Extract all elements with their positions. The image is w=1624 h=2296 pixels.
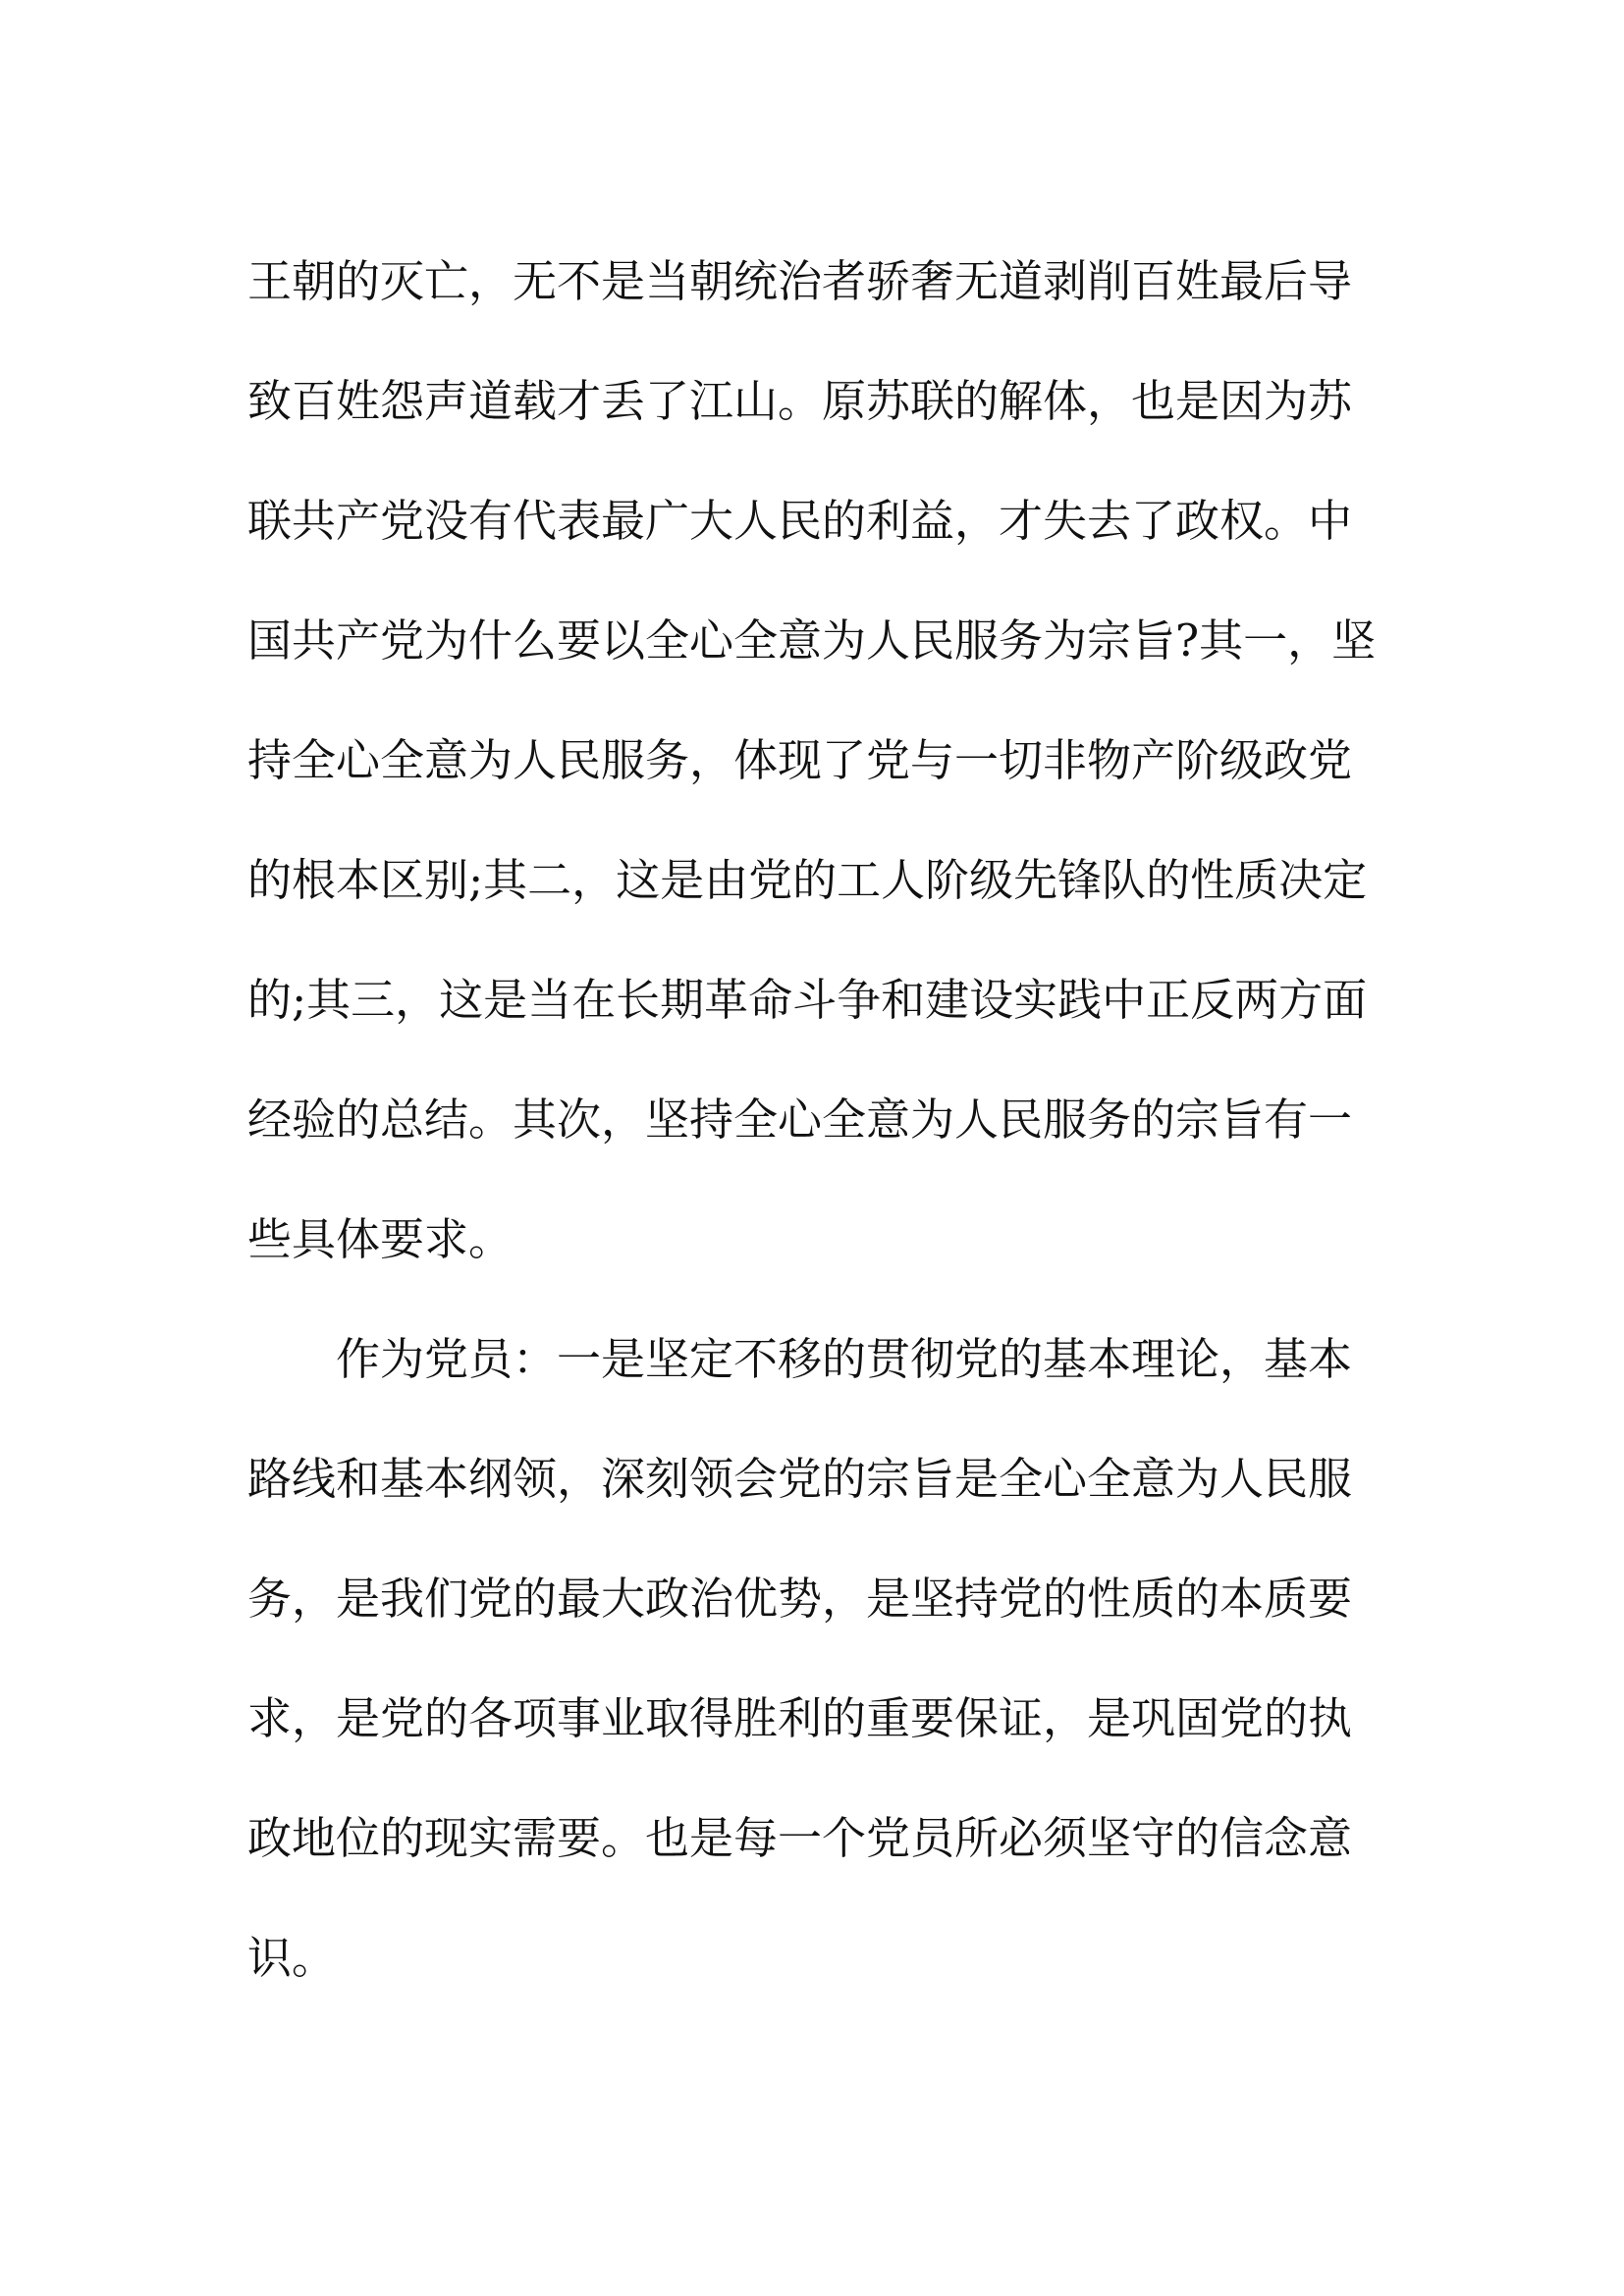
body-text [247, 222, 1377, 2018]
text-line-14: 政地位的现实需要。也是每一个党员所必须坚守的信念意 [247, 1812, 1353, 1864]
text-line-1: 王朝的灭亡，无不是当朝统治者骄奢无道剥削百姓最后导 [247, 255, 1353, 307]
text-line-10: 作为党员：一是坚定不移的贯彻党的基本理论，基本 [336, 1333, 1353, 1385]
text-line-4: 国共产党为什么要以全心全意为人民服务为宗旨?其一，坚 [247, 614, 1377, 667]
text-line-6: 的根本区别;其二，这是由党的工人阶级先锋队的性质决定 [247, 854, 1368, 906]
text-line-8: 经验的总结。其次，坚持全心全意为人民服务的宗旨有一 [247, 1094, 1353, 1146]
text-line-3: 联共产党没有代表最广大人民的利益，才失去了政权。中 [247, 495, 1353, 547]
text-line-2: 致百姓怨声道载才丢了江山。原苏联的解体，也是因为苏 [247, 375, 1353, 427]
text-line-13: 求，是党的各项事业取得胜利的重要保证，是巩固党的执 [247, 1692, 1353, 1744]
text-line-15: 识。 [247, 1932, 337, 1984]
text-line-9: 些具体要求。 [247, 1213, 514, 1265]
text-line-11: 路线和基本纲领，深刻领会党的宗旨是全心全意为人民服 [247, 1453, 1353, 1505]
text-line-12: 务，是我们党的最大政治优势，是坚持党的性质的本质要 [247, 1573, 1353, 1625]
text-line-7: 的;其三，这是当在长期革命斗争和建设实践中正反两方面 [247, 974, 1368, 1026]
text-line-5: 持全心全意为人民服务，体现了党与一切非物产阶级政党 [247, 734, 1353, 786]
